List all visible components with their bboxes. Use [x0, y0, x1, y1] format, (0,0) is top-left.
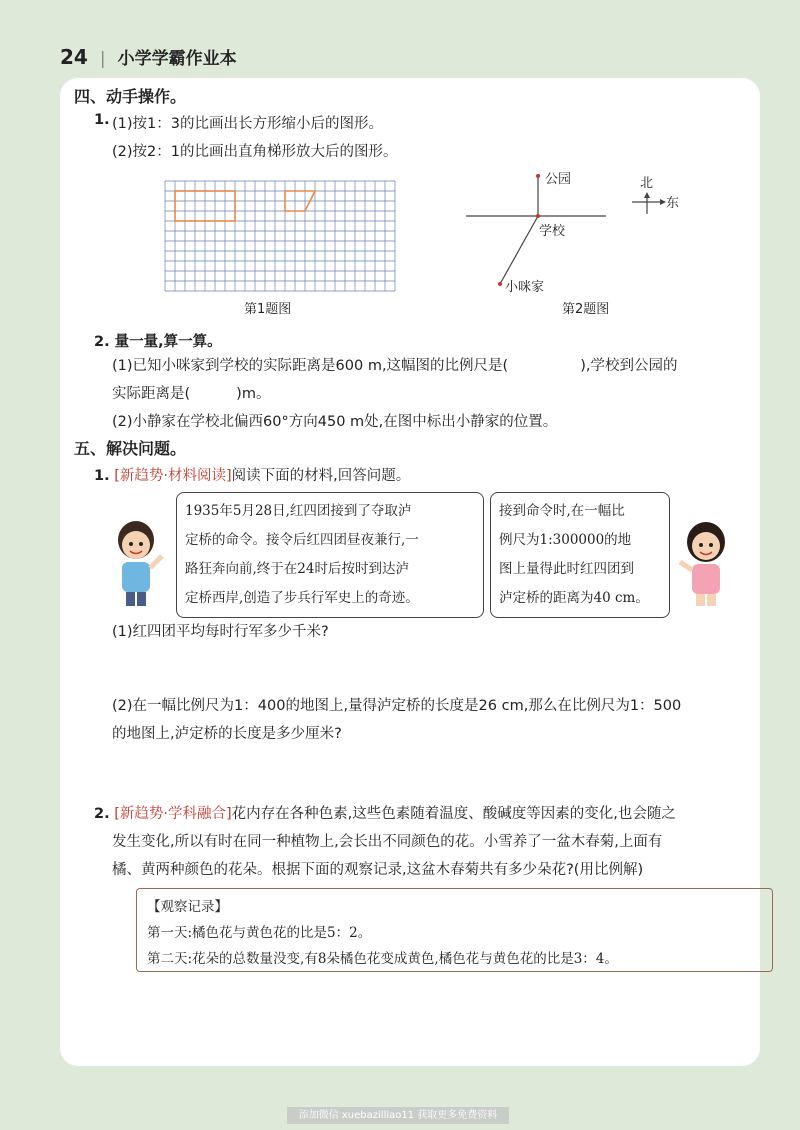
q2-part1-text-d: )m。	[236, 386, 271, 402]
problem1-number: 1.	[94, 468, 110, 484]
map-label-park: 公园	[545, 172, 572, 187]
bubble-left-line: 1935年5月28日,红四团接到了夺取泸	[185, 503, 412, 519]
q2-part1-line1	[112, 354, 677, 375]
section5-title: 五、解决问题。	[74, 439, 187, 458]
section4-title: 四、动手操作。	[74, 87, 187, 106]
problem1-heading	[94, 464, 410, 485]
q2-part1-text-b: ),学校到公园的	[580, 358, 678, 374]
school-point	[536, 214, 540, 218]
problem2-line1	[94, 802, 676, 823]
observation-title: 【观察记录】	[147, 899, 228, 915]
problem2-text-1: 花内存在各种色素,这些色素随着温度、酸碱度等因素的变化,也会随之	[231, 806, 676, 822]
girl-illustration	[678, 518, 734, 608]
park-point	[536, 174, 540, 178]
q1-part2: (2)按2：1的比画出直角梯形放大后的图形。	[112, 144, 398, 160]
q2-part1-text-a: (1)已知小咪家到学校的实际距离是600 m,这幅图的比例尺是(	[112, 358, 509, 374]
fig1-caption: 第1题图	[244, 302, 292, 317]
map-label-school: 学校	[539, 224, 566, 239]
observation-day1: 第一天:橘色花与黄色花的比是5：2。	[147, 925, 372, 941]
page-number: 24	[60, 45, 88, 69]
book-title: 小学学霸作业本	[117, 49, 237, 69]
q2-title: 2. 量一量,算一算。	[94, 334, 222, 350]
problem1-question2-line2: 的地图上,泸定桥的长度是多少厘米?	[112, 726, 342, 742]
speech-bubble-right	[490, 492, 670, 618]
bubble-right-line: 例尺为1:300000的地	[499, 532, 632, 548]
page-header	[60, 44, 237, 69]
observation-record-box	[136, 888, 773, 972]
q1-part1: (1)按1：3的比画出长方形缩小后的图形。	[112, 116, 383, 132]
bubble-right-line: 图上量得此时红四团到	[499, 561, 634, 577]
watermark-footer: 添加微信 xuebazilliao11 获取更多免费资料	[287, 1107, 509, 1124]
problem1-tag: [新趋势·材料阅读]	[114, 468, 232, 484]
q2-part1-line2	[112, 382, 270, 403]
map-figure[interactable]	[460, 166, 700, 286]
boy-illustration	[108, 518, 164, 608]
compass-east-label: 东	[666, 196, 680, 211]
speech-bubble-left	[176, 492, 484, 618]
header-divider: |	[99, 49, 106, 69]
worksheet-card	[60, 78, 760, 1066]
q1-number: 1.	[94, 112, 110, 128]
problem2-line3: 橘、黄两种颜色的花朵。根据下面的观察记录,这盆木春菊共有多少朵花?(用比例解)	[112, 862, 644, 878]
problem2-number: 2.	[94, 806, 110, 822]
observation-day2: 第二天:花朵的总数量没变,有8朵橘色花变成黄色,橘色花与黄色花的比是3：4。	[147, 951, 618, 967]
q2-part2: (2)小静家在学校北偏西60°方向450 m处,在图中标出小静家的位置。	[112, 414, 558, 430]
map-label-xiaomi-home: 小咪家	[505, 280, 545, 295]
problem1-question1: (1)红四团平均每时行军多少千米?	[112, 624, 329, 640]
xiaomi-home-point	[498, 282, 502, 286]
north-arrow-icon	[644, 192, 650, 198]
bubble-left-line: 定桥的命令。接令后红四团昼夜兼行,一	[185, 532, 419, 548]
bubble-right-line: 泸定桥的距离为40 cm。	[499, 590, 649, 606]
q2-part1-text-c: 实际距离是(	[112, 386, 191, 402]
road-to-xiaomi-home	[500, 216, 538, 284]
compass-north-label: 北	[640, 176, 654, 191]
problem1-question2-line1: (2)在一幅比例尺为1：400的地图上,量得泸定桥的长度是26 cm,那么在比例尺为1：500	[112, 698, 682, 714]
fig2-caption: 第2题图	[562, 302, 610, 317]
bubble-right-line: 接到命令时,在一幅比	[499, 503, 625, 519]
problem1-intro: 阅读下面的材料,回答问题。	[231, 468, 411, 484]
problem2-line2: 发生变化,所以有时在同一种植物上,会长出不同颜色的花。小雪养了一盆木春菊,上面有	[112, 834, 663, 850]
grid-figure[interactable]	[164, 180, 396, 295]
problem2-tag: [新趋势·学科融合]	[114, 806, 232, 822]
bubble-left-line: 定桥西岸,创造了步兵行军史上的奇迹。	[185, 590, 419, 606]
bubble-left-line: 路狂奔向前,终于在24时后按时到达泸	[185, 561, 409, 577]
